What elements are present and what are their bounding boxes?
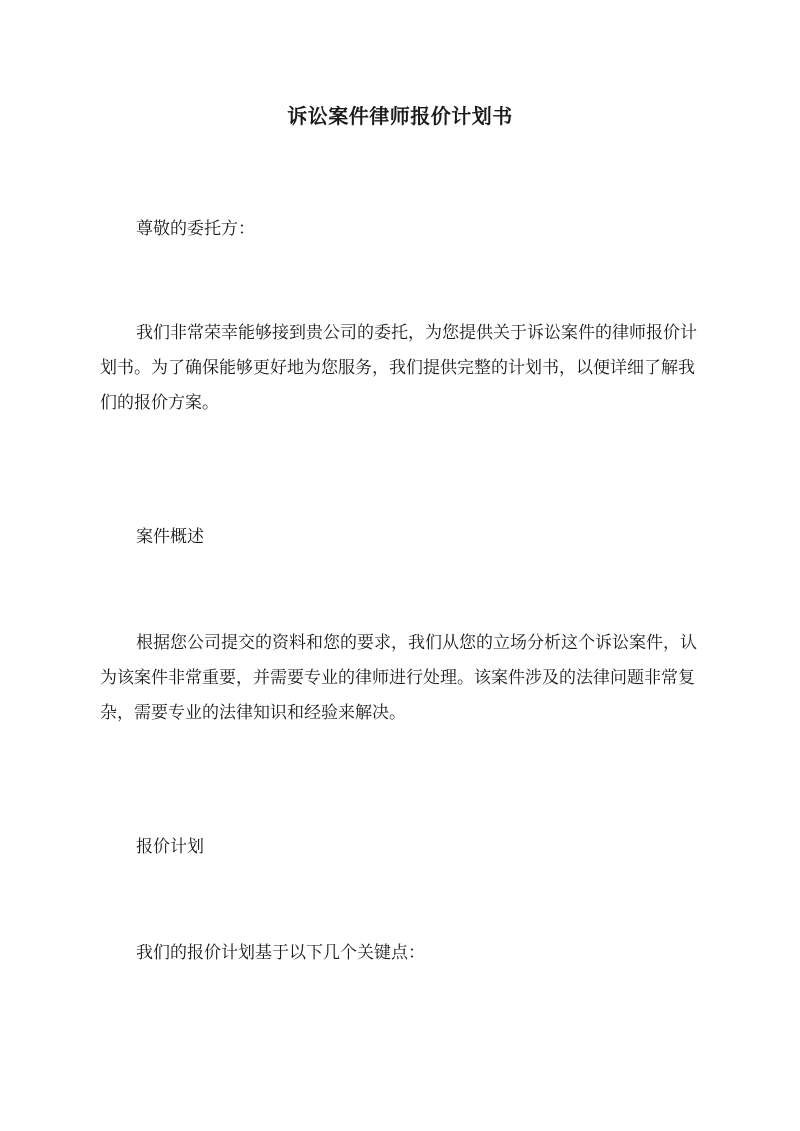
document-title: 诉讼案件律师报价计划书 <box>287 104 513 128</box>
section-heading-case-overview: 案件概述 <box>136 527 204 547</box>
quote-plan-paragraph: 我们的报价计划基于以下几个关键点： <box>136 943 425 963</box>
case-overview-paragraph: 根据您公司提交的资料和您的要求，我们从您的立场分析这个诉讼案件，认为该案件非常重要，并需要专业的律师进行处理。该案件涉及的法律问题非常复杂，需要专业的法律知识和经验来解决。 <box>100 633 697 723</box>
intro-paragraph: 我们非常荣幸能够接到贵公司的委托，为您提供关于诉讼案件的律师报价计划书。为了确保能够更好地为您服务，我们提供完整的计划书，以便详细了解我们的报价方案。 <box>100 323 697 413</box>
section-heading-quote-plan: 报价计划 <box>136 837 204 857</box>
salutation: 尊敬的委托方： <box>136 219 255 239</box>
